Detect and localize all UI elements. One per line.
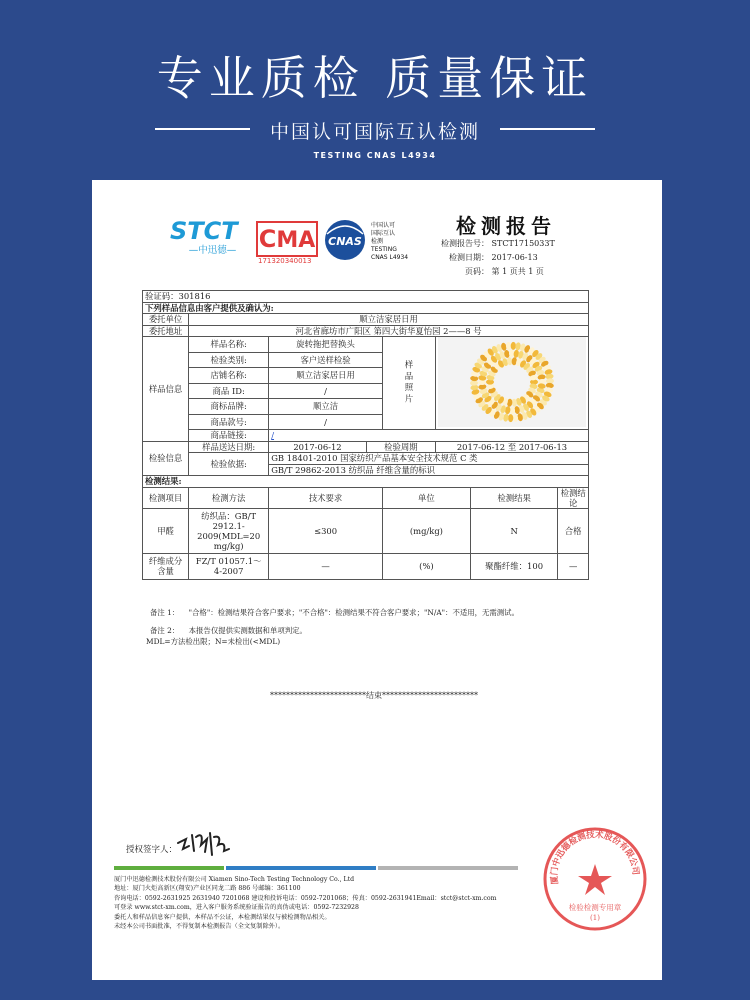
result-req: —	[269, 553, 383, 579]
signature-image	[174, 827, 234, 859]
sample-key: 商品链接:	[189, 430, 269, 442]
table-row	[143, 302, 589, 314]
footer-bar-grey	[378, 866, 518, 870]
footer-line: 可登录 www.stct-xm.com，进入客户服务系统验证报告的真伪或电话：0592-7232928	[114, 904, 359, 912]
footer-info	[114, 875, 497, 931]
note-2: 备注 2： 本报告仅提供实测数据和单项判定。	[150, 626, 307, 635]
result-item: 甲醛	[143, 508, 189, 553]
result-method: 纺织品：GB/T 2912.1-2009(MDL=20 mg/kg)	[189, 508, 269, 553]
basis-line: GB 18401-2010 国家纺织产品基本安全技术规范 C 类	[269, 453, 589, 465]
client-value: 顺立洁家居日用	[189, 314, 589, 326]
table-row	[143, 476, 589, 488]
basis-line: GB/T 29862-2013 纺织品 纤维含量的标识	[269, 464, 589, 476]
end-marker: ************************结束************************	[270, 691, 478, 700]
col-header: 检测方法	[189, 487, 269, 508]
footer-line: 咨询电话：0592-2631925 2631940 7201068 建设和投诉电话：0592-7201068；传真：0592-2631941Email：stct@stct-xm.com	[114, 894, 497, 902]
sample-key: 商品 ID:	[189, 383, 269, 399]
footer-line: 地址：厦门火炬高新区(翔安)产业区同龙二路 886 号邮编：361100	[114, 885, 301, 893]
cnas-logo-text: CNAS	[328, 235, 362, 248]
section-header: 检测结果:	[143, 476, 589, 488]
banner-right-rule	[500, 128, 595, 130]
product-link[interactable]: /	[269, 430, 589, 442]
photo-label-text: 样品照片	[403, 360, 414, 406]
report-table	[142, 290, 589, 580]
stct-logo	[170, 217, 255, 256]
cnas-logo-icon	[319, 218, 371, 263]
basis-label: 检验依据:	[189, 453, 269, 476]
client-label: 委托单位	[143, 314, 189, 326]
table-row	[143, 508, 589, 553]
photo-label	[382, 337, 435, 430]
sample-key: 样品名称:	[189, 337, 269, 353]
mop-center	[497, 367, 527, 397]
arrival-label: 样品送达日期:	[189, 441, 269, 453]
result-unit: (%)	[382, 553, 470, 579]
col-header: 检测结论	[558, 487, 589, 508]
table-row	[143, 441, 589, 453]
table-row	[143, 553, 589, 579]
address-value: 河北省廊坊市广阳区 第四大街华夏怡园 2——8 号	[189, 325, 589, 337]
sample-value: 旋转拖把替换头	[269, 337, 383, 353]
sample-key: 商标品牌:	[189, 399, 269, 415]
section-header: 下列样品信息由客户提供及确认为:	[143, 302, 589, 314]
seal-bottom: 检验检测专用章	[568, 903, 622, 912]
arrival-value: 2017-06-12	[269, 441, 367, 453]
col-header: 单位	[382, 487, 470, 508]
footer-line: 未经本公司书面批准，不得复制本检测报告（全文复制除外）。	[114, 923, 285, 931]
mop-head-photo	[438, 337, 586, 427]
address-label: 委托地址	[143, 325, 189, 337]
sample-value: /	[269, 414, 383, 430]
official-seal	[540, 824, 650, 934]
meta-date: 检测日期： 2017-06-13	[449, 253, 538, 262]
table-row	[143, 291, 589, 303]
cnas-line: 检测	[371, 238, 384, 245]
banner-code: TESTING CNAS L4934	[313, 151, 437, 160]
result-method: FZ/T 01057.1～4-2007	[189, 553, 269, 579]
sample-photo-cell	[435, 337, 588, 430]
table-row	[143, 325, 589, 337]
meta-page: 页码： 第 1 页共 1 页	[465, 267, 544, 276]
report-meta	[431, 237, 555, 279]
stct-logo-text: STCT	[170, 217, 238, 245]
meta-report-no: 检测报告号： STCT1715033T	[441, 239, 555, 248]
cnas-line: TESTING	[371, 246, 397, 253]
footer-bar-blue	[226, 866, 376, 870]
sample-value: /	[269, 383, 383, 399]
inspect-label: 检验信息	[143, 441, 189, 476]
note-mdl: MDL=方法检出限；N=未检出(<MDL)	[146, 637, 281, 646]
sample-key: 商品款号:	[189, 414, 269, 430]
sample-key: 店铺名称:	[189, 368, 269, 384]
sample-value: 顺立洁	[269, 399, 383, 415]
period-value: 2017-06-12 至 2017-06-13	[435, 441, 588, 453]
result-conclusion: —	[558, 553, 589, 579]
col-header: 检测项目	[143, 487, 189, 508]
banner-title: 专业质检 质量保证	[156, 51, 594, 105]
result-value: N	[470, 508, 557, 553]
cnas-line: 国际互认	[371, 230, 396, 237]
cnas-text	[371, 222, 408, 262]
report-notes	[146, 607, 519, 647]
report-paper	[92, 180, 662, 980]
cma-logo	[256, 221, 318, 257]
sample-key: 检验类别:	[189, 352, 269, 368]
cma-number: 171320340013	[258, 257, 312, 265]
cnas-line: CNAS L4934	[371, 254, 409, 261]
signature-label: 授权签字人：	[126, 845, 178, 855]
table-row	[143, 430, 589, 442]
cma-logo-text: MA	[276, 228, 316, 253]
seal-text: 厦门中迅德检测技术股份有限公司	[549, 830, 641, 885]
report-title: 检测报告	[456, 214, 556, 238]
result-conclusion: 合格	[558, 508, 589, 553]
footer-line: 厦门中迅德检测技术股份有限公司 Xiamen Sino-Tech Testing Technology Co., Ltd	[114, 876, 355, 883]
table-row	[143, 314, 589, 326]
seal-code: (1)	[590, 914, 600, 922]
col-header: 技术要求	[269, 487, 383, 508]
result-unit: (mg/kg)	[382, 508, 470, 553]
stct-logo-cn: —中迅德—	[188, 245, 237, 256]
cnas-line: 中国认可	[371, 222, 396, 229]
footer-bar-green	[114, 866, 224, 870]
table-header-row	[143, 487, 589, 508]
table-row	[143, 453, 589, 465]
sample-info-label: 样品信息	[143, 337, 189, 442]
sample-value: 客户送样检验	[269, 352, 383, 368]
note-1: 备注 1： "合格"：检测结果符合客户要求；"不合格"：检测结果不符合客户要求；"N/A"：不适用，无需测试。	[150, 608, 519, 617]
result-req: ≤300	[269, 508, 383, 553]
cert-code: 验证码：301816	[143, 291, 589, 303]
period-label: 检验周期	[366, 441, 435, 453]
cma-c-mark: C	[258, 225, 277, 253]
col-header: 检测结果	[470, 487, 557, 508]
result-value: 聚酯纤维：100	[470, 553, 557, 579]
table-row	[143, 337, 589, 353]
footer-line: 委托人和样品信息客户提供，本样品不公证，本检测结果仅与被检测物品相关。	[114, 913, 331, 921]
sample-value: 顺立洁家居日用	[269, 368, 383, 384]
banner-subtitle: 中国认可国际互认检测	[269, 121, 480, 143]
result-item: 纤维成分含量	[143, 553, 189, 579]
